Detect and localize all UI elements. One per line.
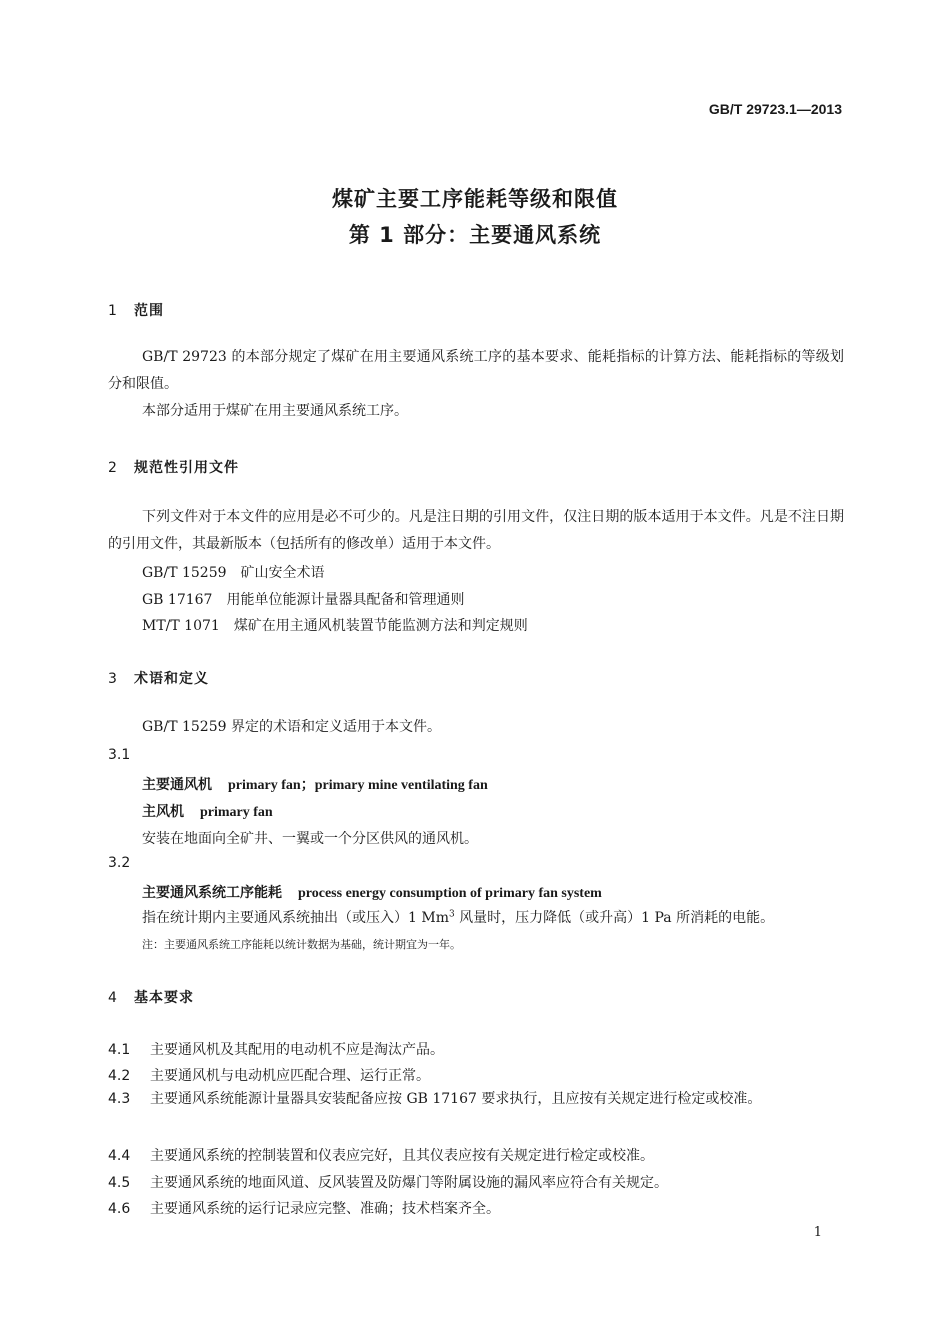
requirement-item bbox=[108, 1039, 444, 1059]
reference-title: 用能单位能源计量器具配备和管理通则 bbox=[226, 592, 465, 608]
term-entry bbox=[142, 882, 602, 902]
reference-code: GB 17167 bbox=[142, 592, 213, 608]
requirement-item bbox=[108, 1086, 844, 1112]
requirement-item bbox=[108, 1065, 430, 1085]
section-title: 规范性引用文件 bbox=[134, 460, 239, 476]
definition-part-b: 风量时，压力降低（或升高）1 Pa 所消耗的电能。 bbox=[454, 910, 775, 926]
term-entry bbox=[142, 774, 488, 794]
normative-references-intro: 下列文件对于本文件的应用是必不可少的。凡是注日期的引用文件，仅注日期的版本适用于本文件。凡是不注日期的引用文件，其最新版本（包括所有的修改单）适用于本文件。 bbox=[108, 509, 844, 552]
reference-item bbox=[142, 589, 464, 609]
section-title: 术语和定义 bbox=[134, 671, 209, 687]
term-en: primary fan bbox=[200, 805, 273, 820]
section-3-heading bbox=[108, 668, 209, 688]
requirement-number: 4.2 bbox=[108, 1068, 131, 1084]
section-title: 范围 bbox=[134, 303, 164, 319]
term-note: 注：主要通风系统工序能耗以统计数据为基础，统计期宜为一年。 bbox=[142, 938, 461, 951]
definition-part-a: 指在统计期内主要通风系统抽出（或压入）1 Mm bbox=[142, 910, 449, 926]
terms-intro: GB/T 15259 界定的术语和定义适用于本文件。 bbox=[142, 719, 441, 735]
section-number: 3 bbox=[108, 671, 118, 687]
requirement-number: 4.6 bbox=[108, 1201, 131, 1217]
reference-item bbox=[142, 562, 325, 582]
section-number: 1 bbox=[108, 303, 118, 319]
term-synonym bbox=[142, 801, 273, 821]
section-number: 2 bbox=[108, 460, 118, 476]
page-number: 1 bbox=[813, 1225, 822, 1240]
reference-title: 煤矿在用主通风机装置节能监测方法和判定规则 bbox=[233, 618, 528, 634]
term-zh: 主要通风机 bbox=[142, 777, 212, 793]
term-en: primary fan；primary mine ventilating fan bbox=[228, 778, 488, 793]
section-number: 4 bbox=[108, 990, 118, 1006]
reference-code: GB/T 15259 bbox=[142, 565, 227, 581]
definition-superscript: 3 bbox=[448, 909, 455, 920]
term-definition bbox=[142, 907, 774, 927]
term-en: process energy consumption of primary fan system bbox=[298, 886, 602, 901]
section-2-heading bbox=[108, 457, 239, 477]
section-title: 基本要求 bbox=[134, 990, 194, 1006]
clause-number: 3.2 bbox=[108, 855, 131, 871]
document-title-line1: 煤矿主要工序能耗等级和限值 bbox=[332, 187, 618, 211]
section-1-heading bbox=[108, 300, 164, 320]
scope-paragraph: GB/T 29723 的本部分规定了煤矿在用主要通风系统工序的基本要求、能耗指标的计算方法、能耗指标的等级划分和限值。 bbox=[108, 349, 844, 392]
term-zh: 主要通风系统工序能耗 bbox=[142, 885, 282, 901]
term-definition: 安装在地面向全矿井、一翼或一个分区供风的通风机。 bbox=[142, 831, 478, 847]
requirement-item bbox=[108, 1145, 654, 1165]
scope-applicability: 本部分适用于煤矿在用主要通风系统工序。 bbox=[142, 403, 408, 419]
reference-code: MT/T 1071 bbox=[142, 618, 220, 634]
requirement-text: 主要通风机及其配用的电动机不应是淘汰产品。 bbox=[150, 1042, 444, 1058]
term-zh: 主风机 bbox=[142, 804, 184, 820]
document-title-line2: 第 1 部分：主要通风系统 bbox=[348, 223, 602, 247]
requirement-text: 主要通风系统能源计量器具安装配备应按 GB 17167 要求执行，且应按有关规定进行检定或校准。 bbox=[150, 1091, 762, 1107]
requirement-text: 主要通风系统的地面风道、反风装置及防爆门等附属设施的漏风率应符合有关规定。 bbox=[150, 1175, 668, 1191]
requirement-text: 主要通风机与电动机应匹配合理、运行正常。 bbox=[150, 1068, 430, 1084]
requirement-text: 主要通风系统的控制装置和仪表应完好，且其仪表应按有关规定进行检定或校准。 bbox=[150, 1148, 654, 1164]
requirement-item bbox=[108, 1198, 500, 1218]
clause-number: 3.1 bbox=[108, 747, 131, 763]
requirement-item bbox=[108, 1172, 668, 1192]
requirement-number: 4.4 bbox=[108, 1148, 131, 1164]
requirement-number: 4.5 bbox=[108, 1175, 131, 1191]
requirement-text: 主要通风系统的运行记录应完整、准确；技术档案齐全。 bbox=[150, 1201, 500, 1217]
reference-title: 矿山安全术语 bbox=[240, 565, 325, 581]
requirement-number: 4.1 bbox=[108, 1042, 131, 1058]
section-4-heading bbox=[108, 987, 194, 1007]
reference-item bbox=[142, 615, 528, 635]
requirement-number: 4.3 bbox=[108, 1091, 131, 1107]
standard-code: GB/T 29723.1—2013 bbox=[708, 101, 842, 117]
